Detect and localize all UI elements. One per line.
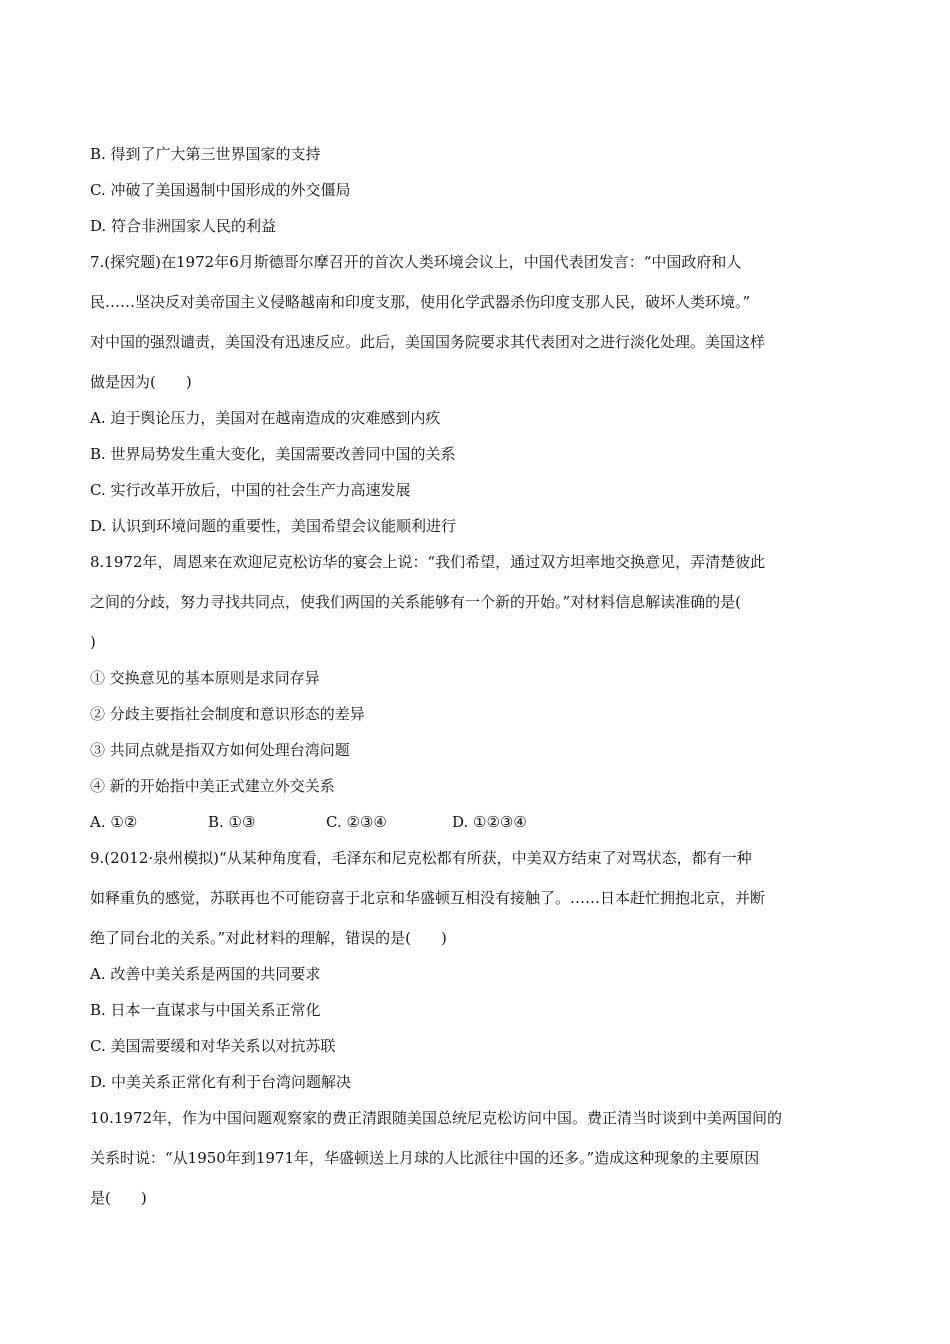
q10-stem-line-2: 关系时说：“从1950年到1971年，华盛顿送上月球的人比派往中国的还多。”造成这种现象的主要原因 xyxy=(90,1149,760,1167)
q7-stem-line-2: 民……坚决反对美帝国主义侵略越南和印度支那，使用化学武器杀伤印度支那人民，破坏人类环境。” xyxy=(90,293,751,311)
q8-statement-3: ③ 共同点就是指双方如何处理台湾问题 xyxy=(90,741,350,759)
q10-stem-line-1: 10.1972年，作为中国问题观察家的费正清跟随美国总统尼克松访问中国。费正清当时谈到中美两国间的 xyxy=(90,1109,783,1127)
q9-stem-line-2: 如释重负的感觉，苏联再也不可能窃喜于北京和华盛顿互相没有接触了。……日本赶忙拥抱北京，并断 xyxy=(90,889,766,907)
q7-option-d: D. 认识到环境问题的重要性，美国希望会议能顺利进行 xyxy=(90,517,457,535)
q8-choice-b: B. ①③ xyxy=(208,813,256,831)
exam-page xyxy=(90,145,860,1207)
q9-option-a: A. 改善中美关系是两国的共同要求 xyxy=(90,965,321,983)
q8-statement-2: ② 分歧主要指社会制度和意识形态的差异 xyxy=(90,705,365,723)
q8-choice-c: C. ②③④ xyxy=(326,813,387,831)
q8-choices-row xyxy=(90,813,860,831)
q7-stem-line-3: 对中国的强烈谴责，美国没有迅速反应。此后，美国国务院要求其代表团对之进行淡化处理。美国这样 xyxy=(90,333,766,351)
q7-option-a: A. 迫于舆论压力，美国对在越南造成的灾难感到内疚 xyxy=(90,409,441,427)
q7-stem-line-4: 做是因为( ) xyxy=(90,373,192,391)
q8-choice-a: A. ①② xyxy=(90,813,138,831)
q8-statement-1: ① 交换意见的基本原则是求同存异 xyxy=(90,669,320,687)
q9-stem-line-1: 9.(2012·泉州模拟)“从某种角度看，毛泽东和尼克松都有所获，中美双方结束了对骂状态，都有一种 xyxy=(90,849,752,867)
q9-stem-line-3: 绝了同台北的关系。”对此材料的理解，错误的是( ) xyxy=(90,929,447,947)
q8-stem-line-3: ) xyxy=(90,633,96,651)
q6-option-c: C. 冲破了美国遏制中国形成的外交僵局 xyxy=(90,181,351,199)
q9-option-d: D. 中美关系正常化有利于台湾问题解决 xyxy=(90,1073,352,1091)
q7-stem-line-1: 7.(探究题)在1972年6月斯德哥尔摩召开的首次人类环境会议上，中国代表团发言：“中国政府和人 xyxy=(90,253,742,271)
q8-stem-line-2: 之间的分歧，努力寻找共同点，使我们两国的关系能够有一个新的开始。”对材料信息解读准确的是( xyxy=(90,593,742,611)
q8-choice-d: D. ①②③④ xyxy=(452,813,527,831)
q8-stem-line-1: 8.1972年，周恩来在欢迎尼克松访华的宴会上说：“我们希望，通过双方坦率地交换意见，弄清楚彼此 xyxy=(90,553,766,571)
q9-option-b: B. 日本一直谋求与中国关系正常化 xyxy=(90,1001,321,1019)
q6-option-d: D. 符合非洲国家人民的利益 xyxy=(90,217,277,235)
q7-option-c: C. 实行改革开放后，中国的社会生产力高速发展 xyxy=(90,481,411,499)
q8-statement-4: ④ 新的开始指中美正式建立外交关系 xyxy=(90,777,335,795)
q7-option-b: B. 世界局势发生重大变化，美国需要改善同中国的关系 xyxy=(90,445,456,463)
q10-stem-line-3: 是( ) xyxy=(90,1189,147,1207)
q6-option-b: B. 得到了广大第三世界国家的支持 xyxy=(90,145,321,163)
q9-option-c: C. 美国需要缓和对华关系以对抗苏联 xyxy=(90,1037,336,1055)
